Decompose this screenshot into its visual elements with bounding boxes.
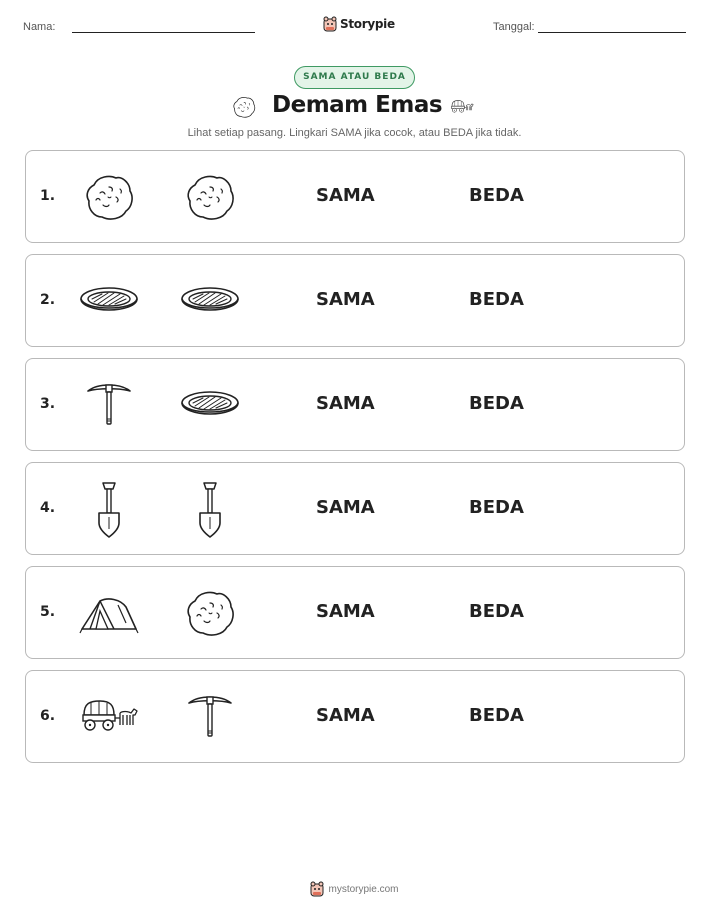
storypie-mascot-icon [310,881,324,897]
name-field-line[interactable] [72,32,255,33]
choice-same[interactable]: SAMA [316,185,375,206]
name-label: Nama: [23,21,56,33]
question-row [25,150,685,243]
gold-nugget-icon [229,93,259,121]
activity-badge: SAMA ATAU BEDA [294,66,415,89]
choice-different[interactable]: BEDA [469,705,524,726]
date-label: Tanggal: [493,21,535,33]
question-number: 1. [40,188,56,204]
footer-url[interactable]: mystorypie.com [328,883,399,895]
choice-different[interactable]: BEDA [469,393,524,414]
brand-name: Storypie [340,17,395,31]
question-row [25,670,685,763]
tent-icon [78,583,140,643]
date-field-line[interactable] [538,32,686,33]
choice-different[interactable]: BEDA [469,601,524,622]
question-number: 2. [40,292,56,308]
choice-same[interactable]: SAMA [316,705,375,726]
footer [0,880,709,898]
choice-same[interactable]: SAMA [316,601,375,622]
instructions: Lihat setiap pasang. Lingkari SAMA jika cocok, atau BEDA jika tidak. [187,127,522,139]
question-row [25,566,685,659]
shovel-icon [78,479,140,539]
covered-wagon-icon [445,95,479,119]
choice-same[interactable]: SAMA [316,289,375,310]
title-row [0,92,709,122]
question-number: 3. [40,396,56,412]
gold-nugget-icon [179,167,241,227]
brand-logo [323,14,395,34]
choice-same[interactable]: SAMA [316,497,375,518]
question-row [25,462,685,555]
question-row [25,254,685,347]
question-row [25,358,685,451]
choice-different[interactable]: BEDA [469,289,524,310]
gold-nugget-icon [179,583,241,643]
pickaxe-icon [179,687,241,747]
question-number: 5. [40,604,56,620]
worksheet-header [0,14,709,44]
gold-pan-icon [78,271,140,331]
gold-nugget-icon [78,167,140,227]
covered-wagon-icon [78,687,140,747]
question-number: 6. [40,708,56,724]
choice-same[interactable]: SAMA [316,393,375,414]
choice-different[interactable]: BEDA [469,497,524,518]
storypie-mascot-icon [323,16,337,32]
pickaxe-icon [78,375,140,435]
question-number: 4. [40,500,56,516]
choice-different[interactable]: BEDA [469,185,524,206]
shovel-icon [179,479,241,539]
gold-pan-icon [179,375,241,435]
gold-pan-icon [179,271,241,331]
page-title: Demam Emas [272,92,443,118]
